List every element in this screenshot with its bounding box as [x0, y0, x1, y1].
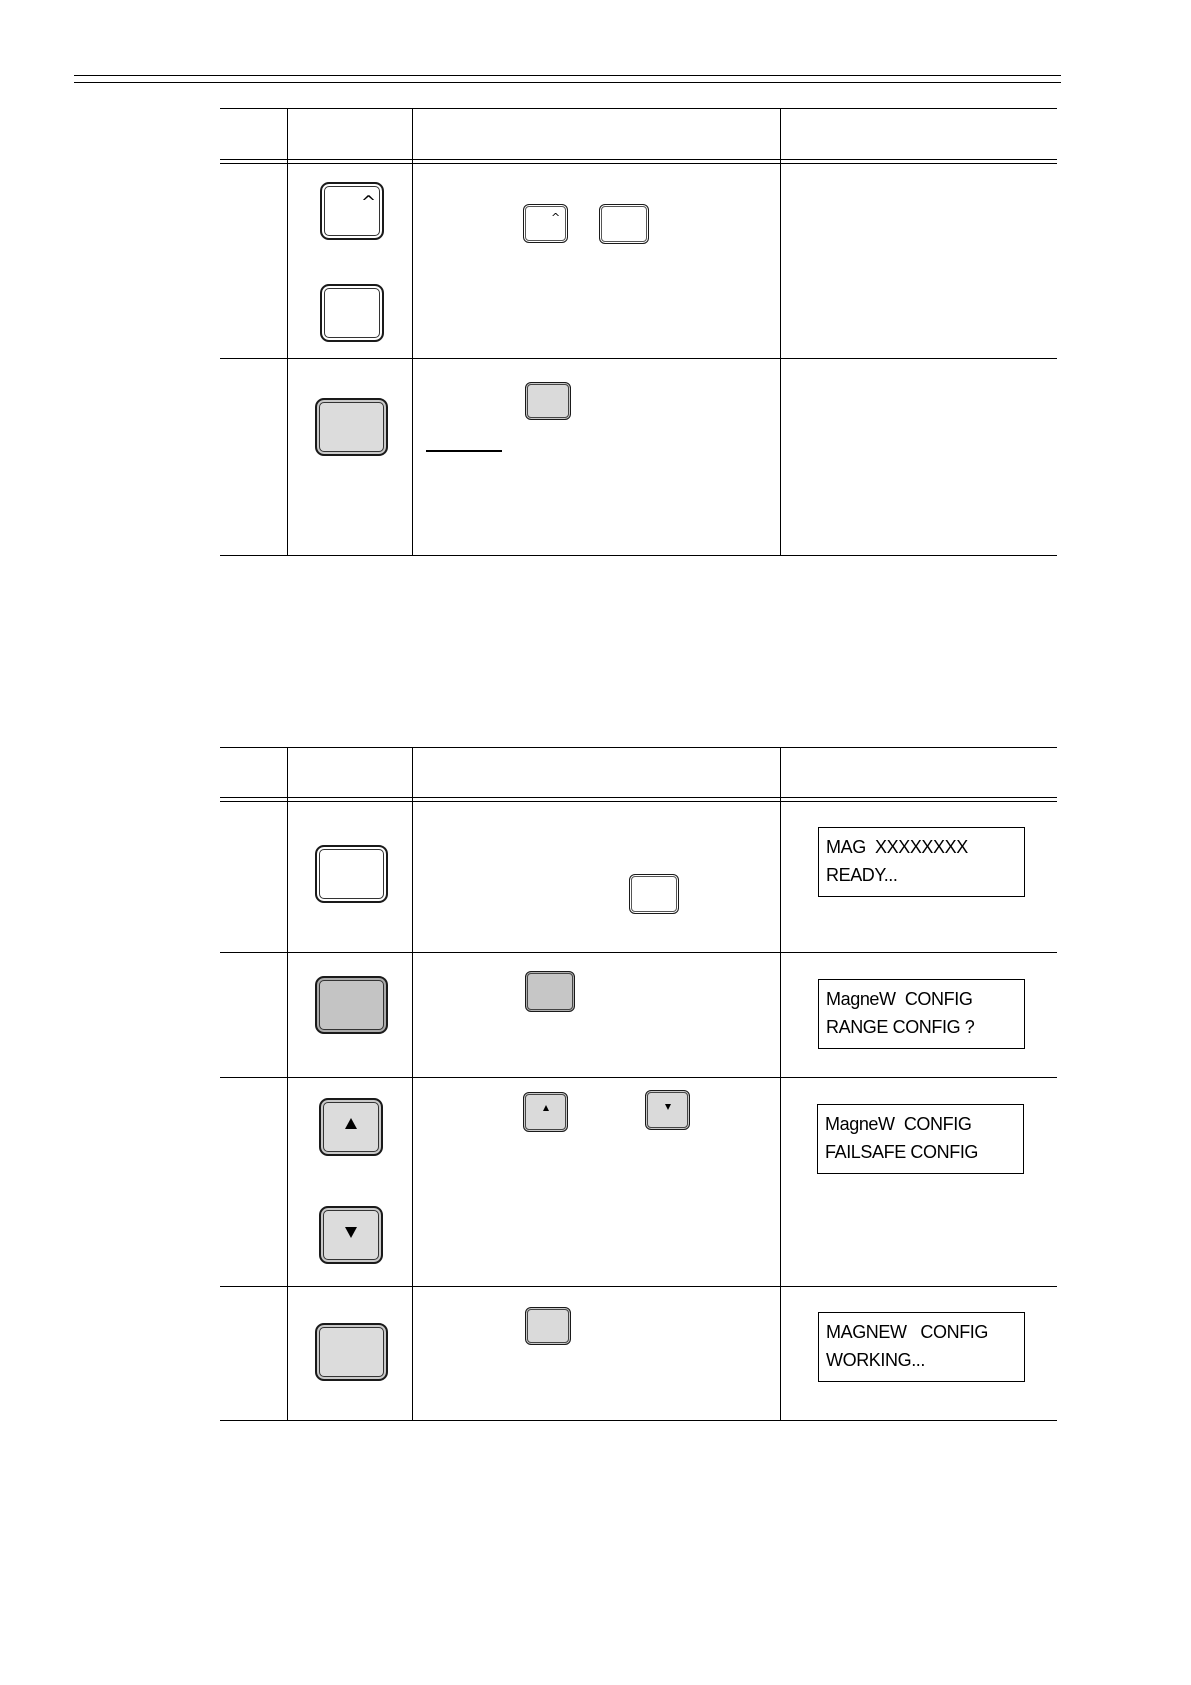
- table-bottom-rule: [220, 1420, 1057, 1421]
- inline-blank-key: [599, 204, 649, 244]
- caret-up-icon: ^: [551, 211, 561, 224]
- lcd-line-2: RANGE CONFIG ?: [826, 1017, 975, 1037]
- lcd-display: [818, 979, 1025, 1049]
- caret-up-icon: ^: [361, 192, 377, 213]
- blank-key[interactable]: [315, 845, 388, 903]
- lcd-line-1: MAG XXXXXXXX: [826, 837, 968, 857]
- blank-key[interactable]: [320, 284, 384, 342]
- lcd-line-1: MagneW CONFIG: [825, 1114, 972, 1134]
- lcd-line-2: FAILSAFE CONFIG: [825, 1142, 979, 1162]
- row-divider: [220, 952, 1057, 953]
- procedure-table-b: [220, 747, 1057, 1421]
- up-caret-key[interactable]: [320, 182, 384, 240]
- lcd-line-2: READY...: [826, 865, 898, 885]
- lcd-line-2: WORKING...: [826, 1350, 925, 1370]
- enter-key[interactable]: [315, 1323, 388, 1381]
- lcd-line-1: MagneW CONFIG: [826, 989, 973, 1009]
- down-arrow-key[interactable]: [319, 1206, 383, 1264]
- inline-enter-key: [525, 971, 575, 1012]
- up-arrow-key[interactable]: [319, 1098, 383, 1156]
- enter-key[interactable]: [315, 398, 388, 456]
- inline-enter-key: [525, 1307, 571, 1345]
- row-divider: [220, 1077, 1057, 1078]
- table-header-top-rule: [220, 108, 1057, 109]
- lcd-display: [817, 1104, 1024, 1174]
- note-underline: [426, 450, 502, 452]
- lcd-display: [818, 827, 1025, 897]
- table-header-top-rule: [220, 747, 1057, 748]
- procedure-table-a: [220, 108, 1057, 556]
- row-divider: [220, 358, 1057, 359]
- row-divider: [220, 1286, 1057, 1287]
- inline-enter-key: [525, 382, 571, 420]
- inline-up-caret-key: [523, 204, 568, 243]
- inline-up-arrow-key: [523, 1092, 568, 1132]
- arrow-down-icon: [345, 1227, 357, 1238]
- table-header-bottom-rule: [220, 159, 1057, 160]
- enter-key[interactable]: [315, 976, 388, 1034]
- lcd-line-1: MAGNEW CONFIG: [826, 1322, 988, 1342]
- header-rule-bottom: [74, 82, 1061, 83]
- arrow-up-icon: [543, 1105, 549, 1111]
- inline-blank-key: [629, 874, 679, 914]
- table-bottom-rule: [220, 555, 1057, 556]
- header-rule-top: [74, 75, 1061, 76]
- inline-down-arrow-key: [645, 1090, 690, 1130]
- arrow-up-icon: [345, 1118, 357, 1129]
- arrow-down-icon: [665, 1104, 671, 1110]
- lcd-display: [818, 1312, 1025, 1382]
- table-header-bottom-rule: [220, 797, 1057, 798]
